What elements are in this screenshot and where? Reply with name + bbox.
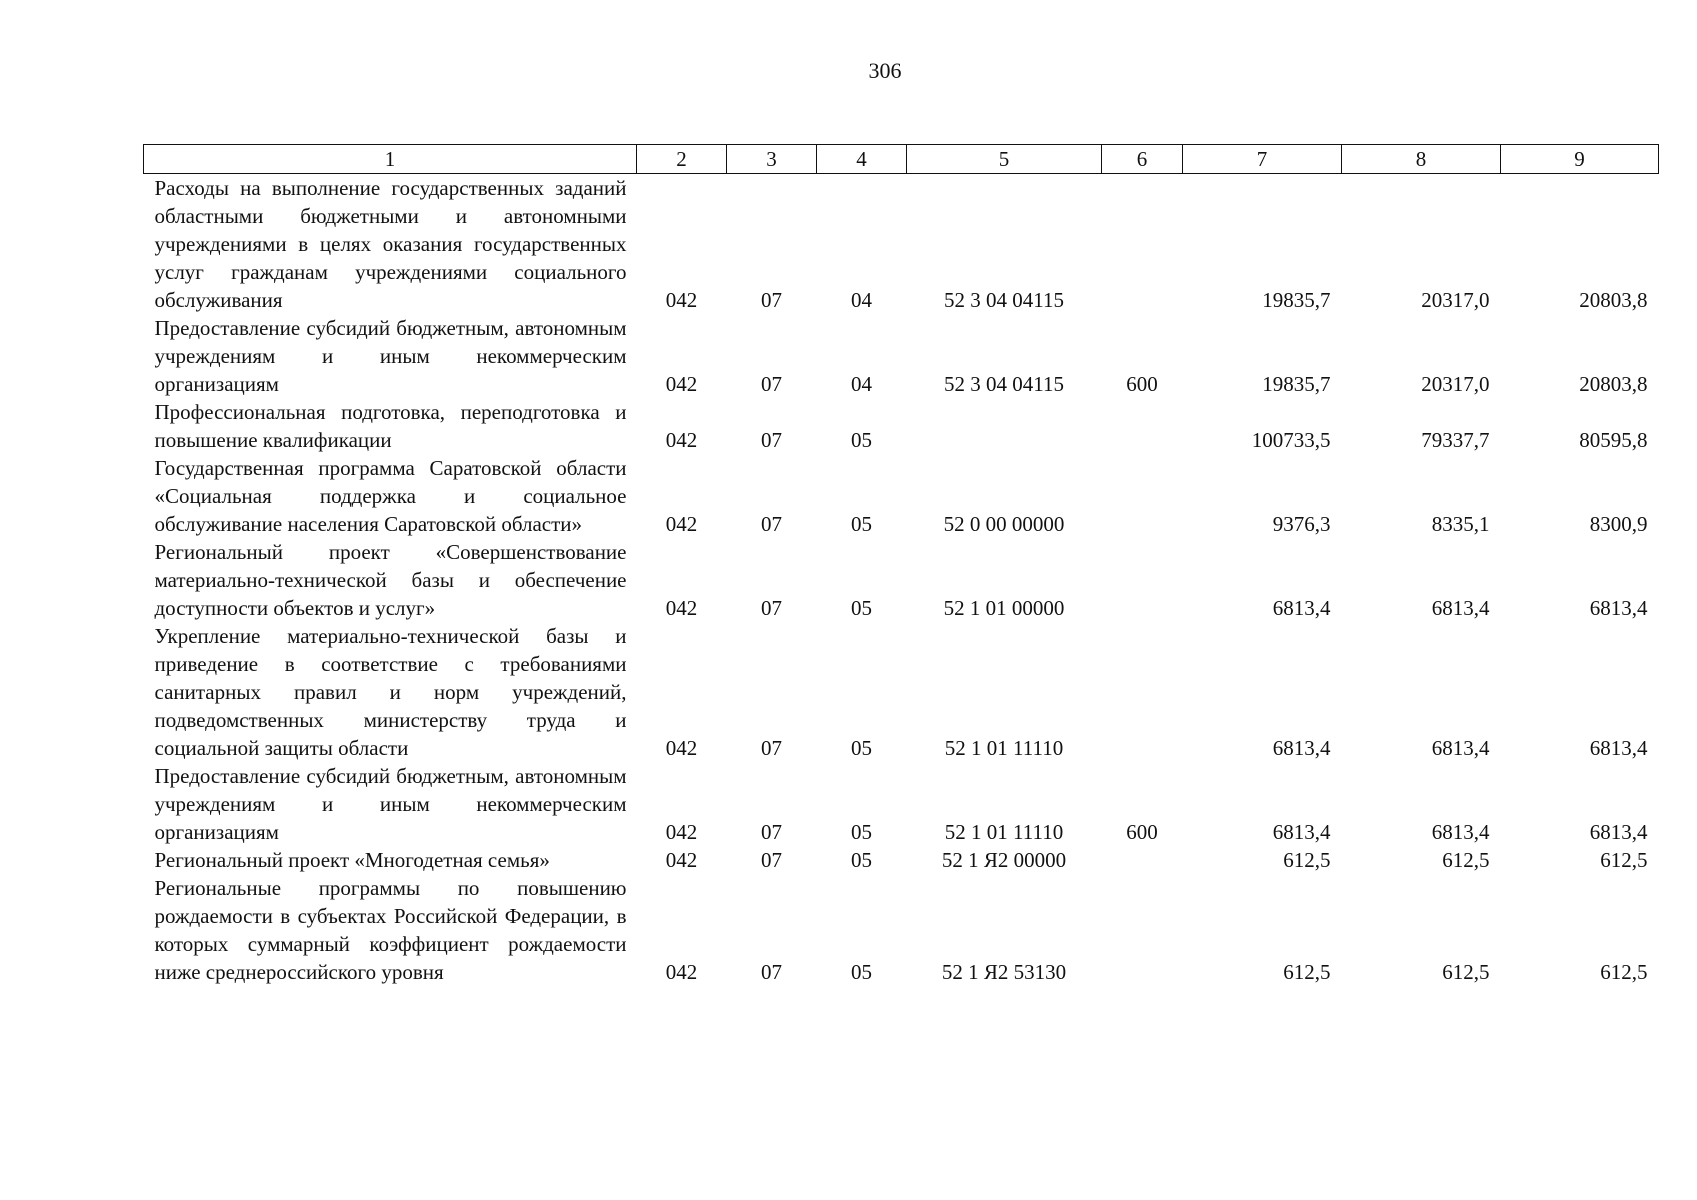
header-row — [144, 145, 1659, 174]
cell-col-2: 042 — [665, 736, 698, 760]
cell-col-7: 100733,5 — [1251, 428, 1331, 452]
column-header-4: 4 — [817, 145, 907, 174]
cell-col-8: 20317,0 — [1421, 372, 1490, 396]
cell-col-4: 05 — [851, 596, 872, 620]
page-number: 306 — [868, 58, 902, 83]
cell-col-5: 52 3 04 04115 — [944, 288, 1064, 312]
cell-col-6 — [1102, 538, 1183, 622]
table-row — [144, 398, 1659, 454]
table-row — [144, 846, 1659, 874]
cell-col-4: 04 — [851, 372, 872, 396]
cell-col-7: 19835,7 — [1262, 372, 1331, 396]
cell-col-5: 52 1 01 11110 — [944, 820, 1064, 844]
row-name: Предоставление субсидий бюджетным, автономным учреждениям и иным некоммерческим организациям — [154, 316, 627, 396]
cell-col-3: 07 — [761, 820, 782, 844]
cell-col-5: 52 0 00 00000 — [943, 512, 1065, 536]
row-name: Расходы на выполнение государственных заданий областными бюджетными и автономными учреждениями в целях оказания государственных услуг гражданам учреждениями социального обслуживания — [154, 176, 627, 312]
cell-col-2: 042 — [665, 820, 698, 844]
row-name: Региональный проект «Многодетная семья» — [154, 848, 550, 872]
cell-col-4: 05 — [851, 512, 872, 536]
cell-col-8: 612,5 — [1442, 848, 1490, 872]
cell-col-2: 042 — [665, 960, 698, 984]
column-header-2: 2 — [637, 145, 727, 174]
row-name: Региональные программы по повышению рождаемости в субъектах Российской Федерации, в которых суммарный коэффициент рождаемости ниже среднероссийского уровня — [154, 876, 627, 984]
cell-col-6: 600 — [1126, 372, 1158, 396]
table-row — [144, 538, 1659, 622]
cell-col-6 — [1102, 846, 1183, 874]
cell-col-4: 04 — [851, 288, 872, 312]
column-header-6: 6 — [1102, 145, 1183, 174]
cell-col-7: 6813,4 — [1272, 596, 1331, 620]
row-name: Профессиональная подготовка, переподготовка и повышение квалификации — [154, 400, 627, 452]
budget-table — [143, 144, 1659, 986]
cell-col-9: 20803,8 — [1579, 372, 1648, 396]
table-row — [144, 622, 1659, 762]
cell-col-3: 07 — [761, 372, 782, 396]
cell-col-8: 612,5 — [1442, 960, 1490, 984]
table-row — [144, 314, 1659, 398]
cell-col-2: 042 — [665, 848, 698, 872]
cell-col-3: 07 — [761, 736, 782, 760]
cell-col-4: 05 — [851, 820, 872, 844]
column-header-1: 1 — [144, 145, 637, 174]
cell-col-9: 8300,9 — [1589, 512, 1648, 536]
cell-col-5: 52 3 04 04115 — [944, 372, 1064, 396]
cell-col-8: 6813,4 — [1431, 736, 1490, 760]
cell-col-7: 6813,4 — [1272, 820, 1331, 844]
cell-col-9: 6813,4 — [1589, 736, 1648, 760]
table-body — [144, 174, 1659, 987]
cell-col-5 — [907, 398, 1102, 454]
cell-col-7: 9376,3 — [1272, 512, 1331, 536]
cell-col-7: 6813,4 — [1272, 736, 1331, 760]
table-row — [144, 454, 1659, 538]
column-header-5: 5 — [907, 145, 1102, 174]
column-header-7: 7 — [1183, 145, 1342, 174]
cell-col-2: 042 — [665, 288, 698, 312]
cell-col-7: 19835,7 — [1262, 288, 1331, 312]
row-name: Региональный проект «Совершенствование материально-технической базы и обеспечение доступности объектов и услуг» — [154, 540, 627, 620]
cell-col-6 — [1102, 622, 1183, 762]
row-name: Предоставление субсидий бюджетным, автономным учреждениям и иным некоммерческим организациям — [154, 764, 627, 844]
cell-col-9: 612,5 — [1600, 848, 1648, 872]
cell-col-9: 6813,4 — [1589, 820, 1648, 844]
cell-col-8: 20317,0 — [1421, 288, 1490, 312]
cell-col-5: 52 1 Я2 53130 — [941, 960, 1067, 984]
cell-col-9: 612,5 — [1600, 960, 1648, 984]
cell-col-7: 612,5 — [1283, 848, 1331, 872]
cell-col-5: 52 1 Я2 00000 — [941, 848, 1067, 872]
cell-col-3: 07 — [761, 596, 782, 620]
cell-col-6 — [1102, 174, 1183, 315]
cell-col-8: 6813,4 — [1431, 820, 1490, 844]
column-header-8: 8 — [1342, 145, 1501, 174]
table-row — [144, 174, 1659, 315]
cell-col-4: 05 — [851, 960, 872, 984]
table-row — [144, 874, 1659, 986]
cell-col-8: 8335,1 — [1431, 512, 1490, 536]
cell-col-3: 07 — [761, 428, 782, 452]
cell-col-2: 042 — [665, 596, 698, 620]
cell-col-4: 05 — [851, 848, 872, 872]
cell-col-4: 05 — [851, 736, 872, 760]
cell-col-9: 80595,8 — [1579, 428, 1648, 452]
cell-col-8: 6813,4 — [1431, 596, 1490, 620]
cell-col-9: 6813,4 — [1589, 596, 1648, 620]
cell-col-3: 07 — [761, 960, 782, 984]
cell-col-3: 07 — [761, 288, 782, 312]
cell-col-2: 042 — [665, 512, 698, 536]
cell-col-3: 07 — [761, 848, 782, 872]
cell-col-6 — [1102, 454, 1183, 538]
cell-col-9: 20803,8 — [1579, 288, 1648, 312]
cell-col-6: 600 — [1126, 820, 1158, 844]
cell-col-7: 612,5 — [1283, 960, 1331, 984]
cell-col-2: 042 — [665, 372, 698, 396]
cell-col-5: 52 1 01 00000 — [943, 596, 1065, 620]
row-name: Государственная программа Саратовской области «Социальная поддержка и социальное обслуживание населения Саратовской области» — [154, 456, 627, 536]
row-name: Укрепление материально-технической базы и приведение в соответствие с требованиями санитарных правил и норм учреждений, подведомственных министерству труда и социальной защиты области — [154, 624, 627, 760]
cell-col-5: 52 1 01 11110 — [944, 736, 1064, 760]
cell-col-6 — [1102, 874, 1183, 986]
cell-col-3: 07 — [761, 512, 782, 536]
cell-col-4: 05 — [851, 428, 872, 452]
cell-col-6 — [1102, 398, 1183, 454]
table-header — [144, 145, 1659, 174]
cell-col-2: 042 — [665, 428, 698, 452]
column-header-9: 9 — [1501, 145, 1659, 174]
cell-col-8: 79337,7 — [1421, 428, 1490, 452]
table-row — [144, 762, 1659, 846]
column-header-3: 3 — [727, 145, 817, 174]
